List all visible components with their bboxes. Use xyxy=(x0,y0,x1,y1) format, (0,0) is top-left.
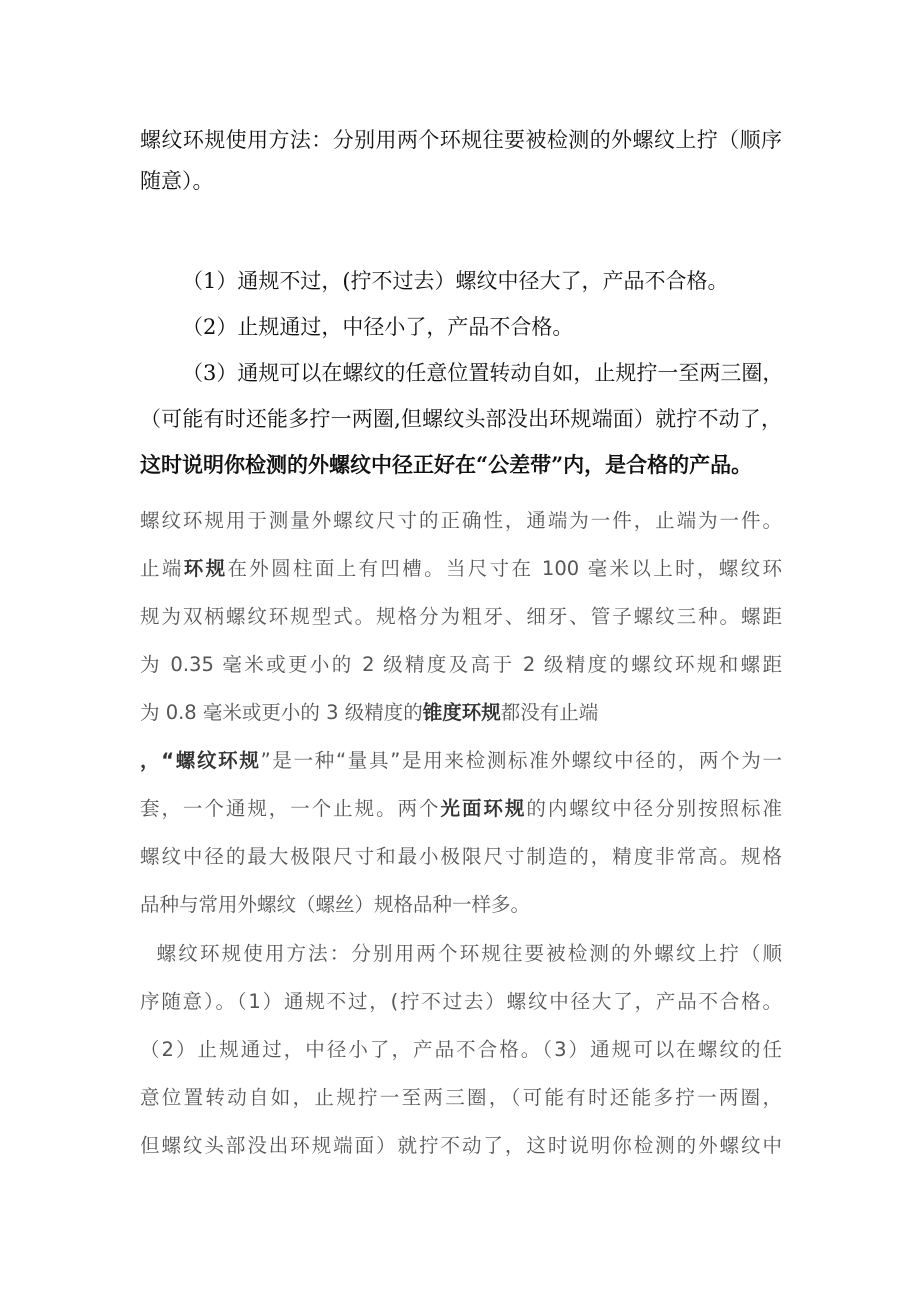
desc2-line-3: 螺纹中径的最大极限尺寸和最小极限尺寸制造的，精度非常高。规格 xyxy=(140,845,782,868)
desc3-line-5: 但螺纹头部没出环规端面）就拧不动了，这时说明你检测的外螺纹中 xyxy=(140,1134,782,1157)
condition-item-3-line-1: （3）通规可以在螺纹的任意位置转动自如，止规拧一至两三圈， xyxy=(182,361,784,385)
description-paragraph-3 xyxy=(140,930,782,1170)
keyword-plain-ring-gauge: 光面环规 xyxy=(440,797,527,820)
keyword-ring-gauge: 环规 xyxy=(183,557,228,580)
desc1-line-5-post: 都没有止端 xyxy=(500,701,599,724)
desc3-line-1: 螺纹环规使用方法：分别用两个环规往要被检测的外螺纹上拧（顺 xyxy=(140,942,782,965)
desc2-line-2-post: 的内螺纹中径分别按照标准 xyxy=(526,797,782,820)
desc1-line-1: 螺纹环规用于测量外螺纹尺寸的正确性，通端为一件，止端为一件。 xyxy=(140,509,782,532)
condition-item-2: （2）止规通过，中径小了，产品不合格。 xyxy=(182,315,574,339)
condition-item-3-line-3: 这时说明你检测的外螺纹中径正好在“公差带”内，是合格的产品。 xyxy=(140,452,753,477)
desc1-line-5 xyxy=(140,689,782,737)
desc3-line-3: （2）止规通过，中径小了，产品不合格。（3）通规可以在螺纹的任 xyxy=(140,1038,782,1061)
description-paragraph-1 xyxy=(140,497,782,737)
usage-intro-line-1: 螺纹环规使用方法：分别用两个环规往要被检测的外螺纹上拧（顺序 xyxy=(140,128,782,152)
keyword-taper-ring-gauge: 锥度环规 xyxy=(422,701,501,724)
keyword-thread-ring-gauge: 螺纹环规 xyxy=(174,749,261,772)
desc1-line-2 xyxy=(140,545,782,593)
usage-intro-line-2: 随意）。 xyxy=(140,169,214,193)
desc3-line-2: 序随意）。（1）通规不过，(拧不过去）螺纹中径大了，产品不合格。 xyxy=(140,990,782,1013)
condition-item-1: （1）通规不过，(拧不过去）螺纹中径大了，产品不合格。 xyxy=(182,269,729,293)
usage-intro-paragraph xyxy=(140,120,782,202)
description-paragraph-2 xyxy=(140,737,782,929)
desc1-line-4: 为 0.35 毫米或更小的 2 级精度及高于 2 级精度的螺纹环规和螺距 xyxy=(140,653,782,676)
desc2-line-2-pre: 套，一个通规，一个止规。两个 xyxy=(140,797,441,820)
desc2-line-1 xyxy=(140,737,782,785)
condition-item-3-line-2: （可能有时还能多拧一两圈,但螺纹头部没出环规端面）就拧不动了， xyxy=(140,407,782,431)
desc1-line-5-pre: 为 0.8 毫米或更小的 3 级精度的 xyxy=(140,701,423,724)
desc2-line-4: 品种与常用外螺纹（螺丝）规格品种一样多。 xyxy=(140,893,531,916)
desc2-line-2 xyxy=(140,785,782,833)
desc1-line-2-pre: 止端 xyxy=(140,557,184,580)
desc1-line-3: 规为双柄螺纹环规型式。规格分为粗牙、细牙、管子螺纹三种。螺距 xyxy=(140,605,782,628)
desc1-line-2-post: 在外圆柱面上有凹槽。当尺寸在 100 毫米以上时，螺纹环 xyxy=(227,557,782,580)
desc3-line-4: 意位置转动自如，止规拧一至两三圈，（可能有时还能多拧一两圈， xyxy=(140,1086,782,1109)
desc2-line-1-pre: ，“ xyxy=(140,749,175,772)
desc2-line-1-post: ”是一种“量具”是用来检测标准外螺纹中径的，两个为一 xyxy=(260,749,782,772)
conditions-list xyxy=(140,258,782,488)
